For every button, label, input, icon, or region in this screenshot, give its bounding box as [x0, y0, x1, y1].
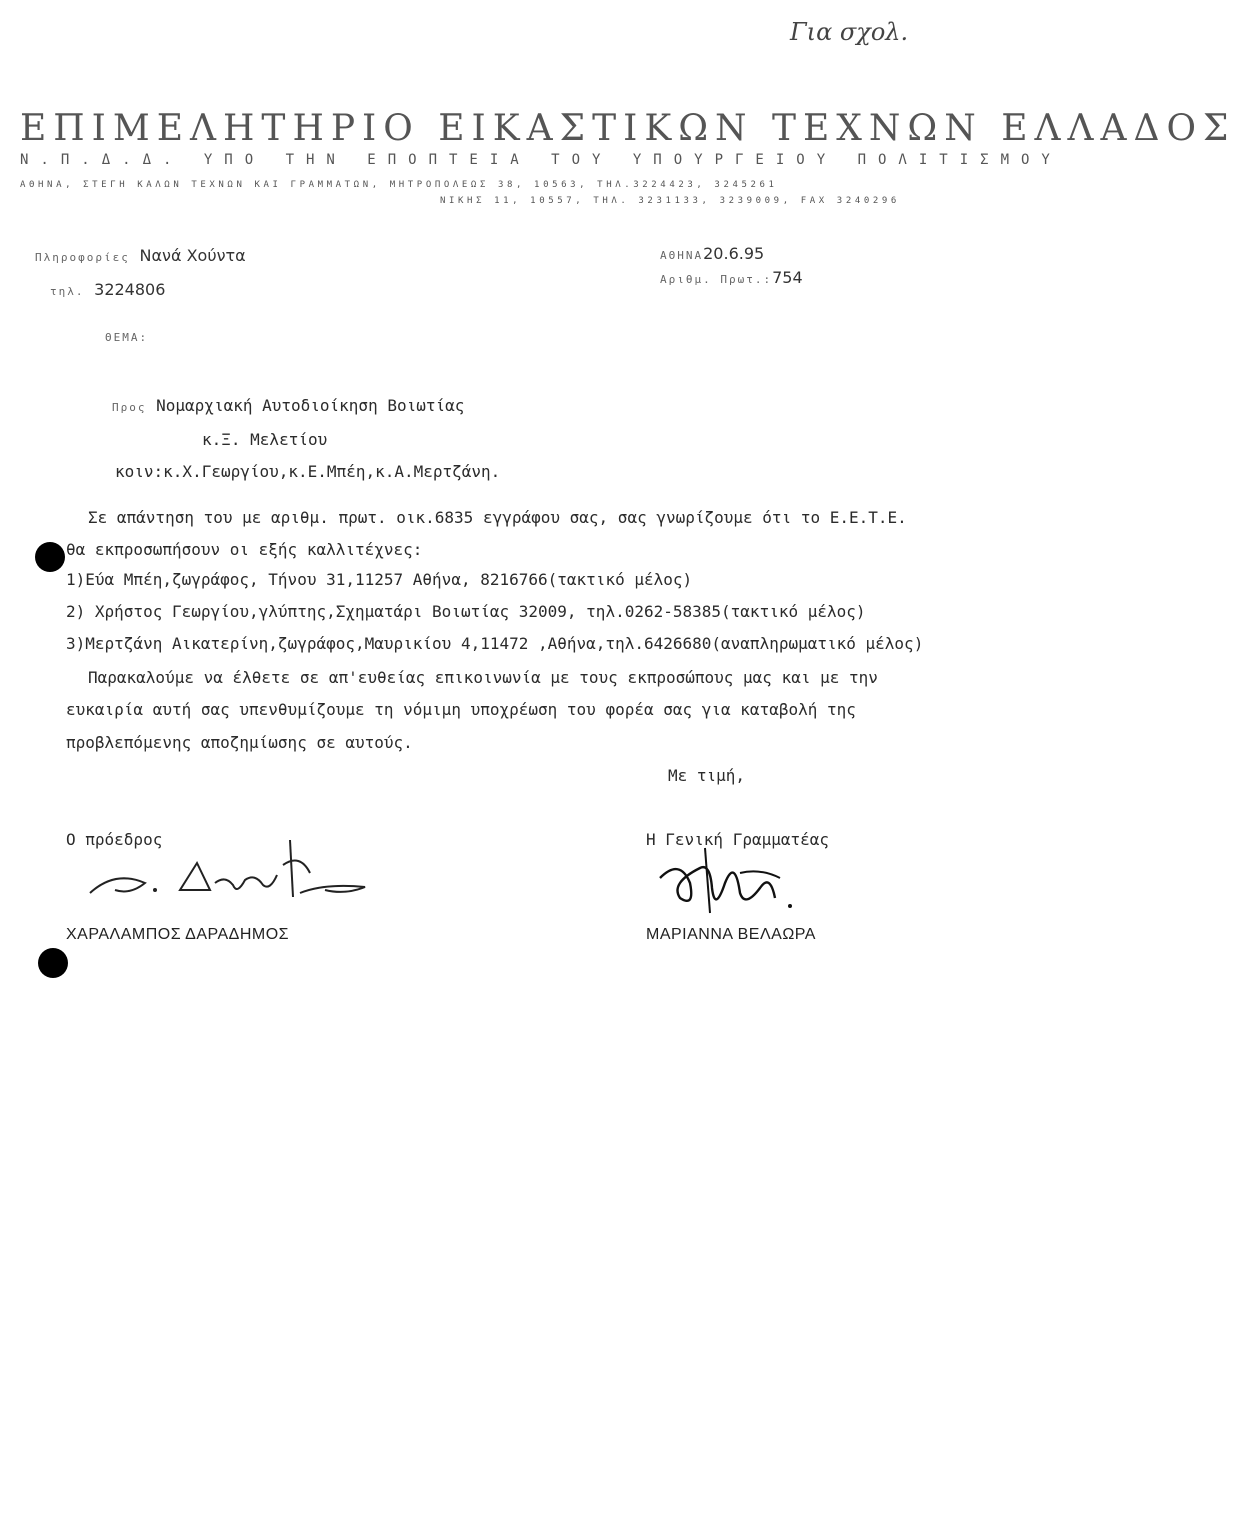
recipient-line-1: [112, 396, 464, 415]
protocol-number: 754: [772, 268, 803, 287]
organization-name: ΕΠΙΜΕΛΗΤΗΡΙΟ ΕΙΚΑΣΤΙΚΩΝ ΤΕΧΝΩΝ ΕΛΛΑΔΟΣ: [20, 108, 1235, 149]
punch-hole-mark: [35, 542, 65, 572]
organization-subtitle: Ν.Π.Δ.Δ. ΥΠΟ ΤΗΝ ΕΠΟΠΤΕΙΑ ΤΟΥ ΥΠΟΥΡΓΕΙΟΥ ΠΟΛΙΤΙΣΜΟΥ: [20, 152, 1062, 168]
recipient-label: Προς: [112, 401, 147, 414]
left-signer-role: Ο πρόεδρος: [66, 830, 163, 849]
right-signature: [650, 838, 810, 918]
left-signer-name: ΧΑΡΑΛΑΜΠΟΣ ΔΑΡΑΔΗΜΟΣ: [66, 926, 290, 943]
phone-label: τηλ.: [50, 285, 85, 298]
list-item-2: 2) Χρήστος Γεωργίου,γλύπτης,Σχηματάρι Βοιωτίας 32009, τηλ.0262-58385(τακτικό μέλος): [66, 602, 866, 621]
address-line-1: ΑΘΗΝΑ, ΣΤΕΓΗ ΚΑΛΩΝ ΤΕΧΝΩΝ ΚΑΙ ΓΡΑΜΜΑΤΩΝ, ΜΗΤΡΟΠΟΛΕΩΣ 38, 10563, ΤΗΛ.3224423, 3245261: [20, 180, 778, 190]
paragraph-line-1: Παρακαλούμε να έλθετε σε απ'ευθείας επικοινωνία με τους εκπροσώπους μας και με την: [88, 668, 878, 687]
body-line-2: θα εκπροσωπήσουν οι εξής καλλιτέχνες:: [66, 540, 423, 559]
list-item-1: 1)Εύα Μπέη,ζωγράφος, Τήνου 31,11257 Αθήνα, 8216766(τακτικό μέλος): [66, 570, 693, 589]
contact-label: Πληροφορίες: [35, 251, 130, 264]
closing: Με τιμή,: [668, 766, 746, 785]
handwritten-note: Για σχολ.: [790, 18, 909, 46]
body-line-1: Σε απάντηση του με αριθμ. πρωτ. οικ.6835 εγγράφου σας, σας γνωρίζουμε ότι το Ε.Ε.Τ.Ε.: [88, 508, 907, 527]
phone-line: [50, 280, 165, 299]
address-line-2: ΝΙΚΗΣ 11, 10557, ΤΗΛ. 3231133, 3239009, FAX 3240296: [440, 196, 900, 206]
protocol-label: Αριθμ. Πρωτ.:: [660, 273, 773, 286]
recipient-name: Νομαρχιακή Αυτοδιοίκηση Βοιωτίας: [156, 396, 465, 415]
punch-hole-mark: [38, 948, 68, 978]
place-label: ΑΘΗΝΑ: [660, 249, 704, 262]
right-signer-name: ΜΑΡΙΑΝΝΑ ΒΕΛΑΩΡΑ: [646, 926, 816, 943]
list-item-3: 3)Μερτζάνη Αικατερίνη,ζωγράφος,Μαυρικίου 4,11472 ,Αθήνα,τηλ.6426680(αναπληρωματικό μέλος): [66, 634, 924, 653]
subject-line: [105, 326, 148, 345]
protocol-line: [660, 268, 803, 287]
date-line: [660, 244, 764, 263]
recipient-line-3: κοιν:κ.Χ.Γεωργίου,κ.Ε.Μπέη,κ.Α.Μερτζάνη.: [115, 462, 501, 481]
paragraph-line-2: ευκαιρία αυτή σας υπενθυμίζουμε τη νόμιμη υποχρέωση του φορέα σας για καταβολή της: [66, 700, 856, 719]
paragraph-line-3: προβλεπόμενης αποζημίωσης σε αυτούς.: [66, 733, 413, 752]
subject-label: ΘΕΜΑ:: [105, 331, 149, 344]
contact-name: Νανά Χούντα: [139, 246, 246, 265]
left-signature: [85, 835, 375, 905]
date-value: 20.6.95: [703, 244, 765, 263]
right-signer-role: Η Γενική Γραμματέας: [646, 830, 830, 849]
contact-line: [35, 246, 246, 265]
recipient-line-2: κ.Ξ. Μελετίου: [202, 430, 328, 449]
phone-number: 3224806: [94, 280, 166, 299]
